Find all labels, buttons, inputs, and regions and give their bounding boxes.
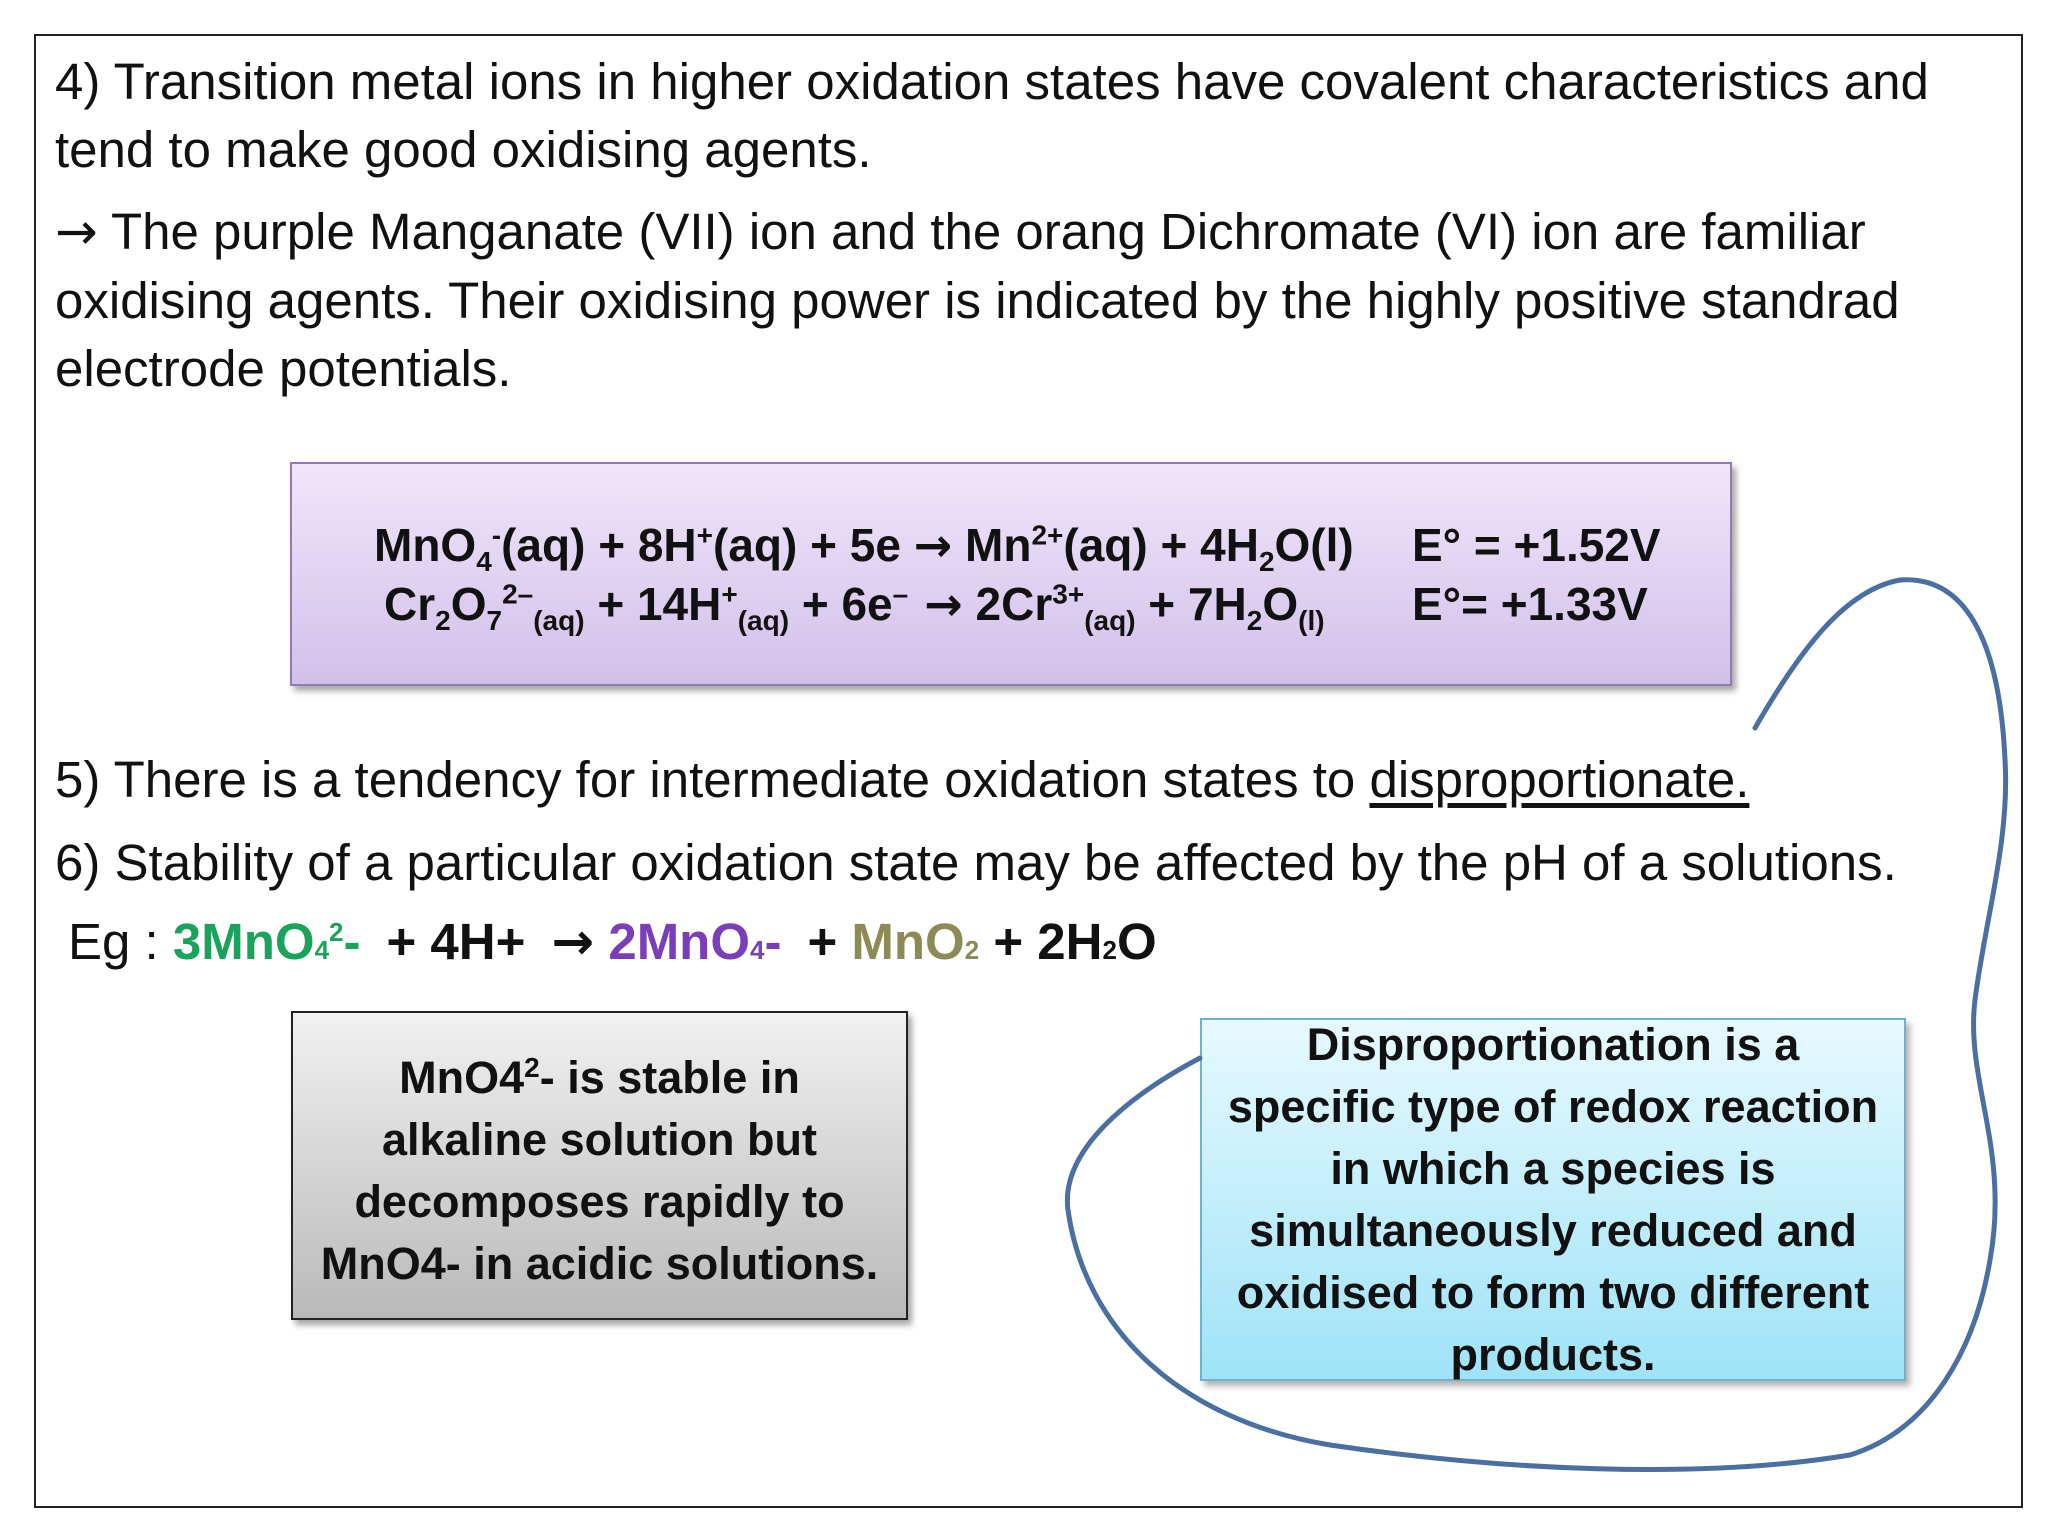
permanganate-product: 2MnO4- [608, 913, 782, 970]
example-label: Eg : [68, 913, 173, 970]
dichromate-half-equation: $Cr_2O_7^{2-}_{(aq)} + 14H^+_{(aq)} + 6e^- \to 2Cr^{3+}_{(aq)} + 7H_2O_{(l)}$ [384, 577, 1325, 637]
stability-note-text: $MnO4^2-$ is stable in alkaline solution but decomposes rapidly to MnO4- in acidic solutions. [320, 1051, 879, 1289]
equation-box [290, 462, 1732, 686]
point-4-text: 4) Transition metal ions in higher oxidation states have covalent characteristics and tend to make good oxidising agents. [55, 53, 1929, 178]
right-arrow-icon: → [908, 577, 963, 631]
point-5-text: 5) There is a tendency for intermediate oxidation states to disproportionate. [55, 751, 1750, 808]
example-equation: Eg : $3MnO4^2- + 4H+ \to 2MnO4- + MnO2 + 2H2O$ [68, 913, 1157, 972]
definition-note-text: Disproportionation is a specific type of redox reaction in which a species is simultaneously reduced and oxidised to form two different products. [1227, 1018, 1879, 1380]
definition-note-box [1200, 1018, 1906, 1381]
hydrogen-reactant: + 4H+ [386, 913, 526, 970]
dichromate-potential: E°= +1.33V [1412, 578, 1648, 630]
stability-note-box [291, 1011, 908, 1320]
permanganate-half-equation: $MnO_4^-(aq) + 8H^+(aq) + 5e \to Mn^{2+}(aq) + 4H_2O(l)$ [374, 518, 1354, 578]
point-4-detail [55, 198, 2005, 403]
manganate-reactant: $3MnO4^2-$ [172, 913, 361, 970]
water-product: + 2H2O [979, 913, 1157, 970]
manganese-dioxide-product: MnO2 [851, 913, 980, 970]
definition-term: Disproportionation [1306, 1018, 1712, 1070]
disproportionate-term: disproportionate. [1369, 751, 1750, 808]
permanganate-potential: E° = +1.52V [1412, 519, 1661, 571]
right-arrow-icon: → [55, 203, 98, 262]
point-4-detail-text: The purple Manganate (VII) ion and the orang Dichromate (VI) ion are familiar oxidising agents. Their oxidising power is indicated by the highly positive standrad electrode potentials. [55, 203, 1900, 397]
right-arrow-icon: → [551, 913, 595, 972]
point-6-text: 6) Stability of a particular oxidation state may be affected by the pH of a solutions. [55, 834, 1897, 891]
right-arrow-icon: → [913, 518, 953, 572]
